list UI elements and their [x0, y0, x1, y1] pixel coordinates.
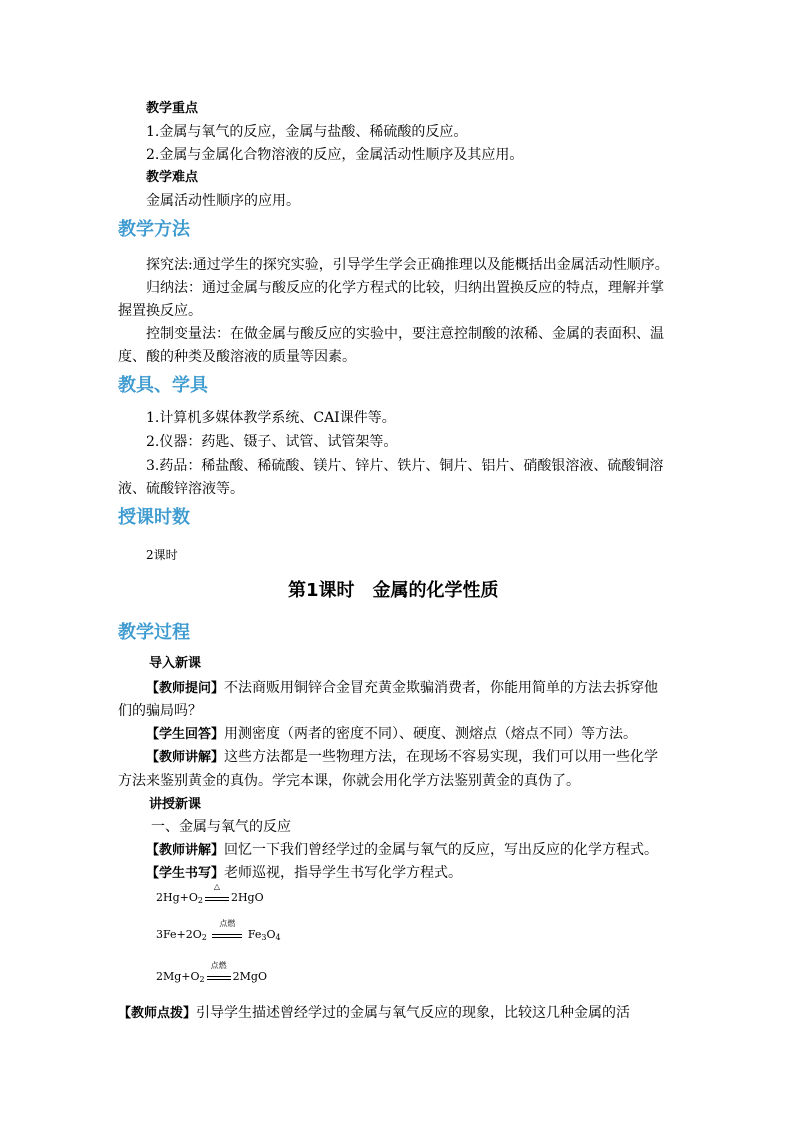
tools-item-3-line-2: 液、硫酸锌溶液等。	[118, 481, 244, 497]
teacher-explain-2-tag: 【教师讲解】	[146, 843, 225, 858]
teacher-point	[118, 1005, 630, 1022]
methods-heading: 教学方法	[118, 219, 190, 240]
lesson-title: 第1课时 金属的化学性质	[288, 580, 499, 601]
focus-item-2: 2.金属与金属化合物溶液的反应，金属活动性顺序及其应用。	[146, 147, 524, 163]
teacher-explain-2-text: 回忆一下我们曾经学过的金属与氧气的反应，写出反应的化学方程式。	[224, 842, 659, 858]
teacher-explain-text: 这些方法都是一些物理方法，在现场不容易实现，我们可以用一些化学	[224, 749, 659, 765]
teacher-explain-line-2: 方法来鉴别黄金的真伪。学完本课，你就会用化学方法鉴别黄金的真伪了。	[118, 773, 580, 789]
section-1-heading: 一、金属与氧气的反应	[151, 819, 291, 835]
teacher-explain-line-1	[146, 749, 658, 766]
tools-item-2: 2.仪器：药匙、镊子、试管、试管架等。	[146, 434, 398, 450]
student-write-tag: 【学生书写】	[146, 866, 225, 881]
methods-paragraph-2-line-1: 归纳法：通过金属与酸反应的化学方程式的比较，归纳出置换反应的特点，理解并掌	[146, 280, 664, 296]
student-answer-tag: 【学生回答】	[146, 727, 225, 742]
teacher-question-line-1	[146, 680, 658, 697]
ignite-condition: 点燃	[211, 928, 243, 942]
student-answer-text: 用测密度（两者的密度不同）、硬度、测熔点（熔点不同）等方法。	[224, 726, 638, 742]
student-answer	[146, 726, 637, 743]
tools-item-1: 1.计算机多媒体教学系统、CAI课件等。	[146, 410, 396, 426]
teacher-point-tag: 【教师点拨】	[118, 1006, 197, 1021]
teach-heading: 讲授新课	[149, 797, 202, 812]
methods-paragraph-3-line-1: 控制变量法：在做金属与酸反应的实验中，要注意控制酸的浓稀、金属的表面积、温	[146, 326, 664, 342]
student-write-text: 老师巡视，指导学生书写化学方程式。	[224, 865, 463, 881]
difficulty-text: 金属活动性顺序的应用。	[146, 193, 300, 209]
methods-paragraph-2-line-2: 握置换反应。	[118, 303, 202, 319]
teacher-question-text: 不法商贩用铜锌合金冒充黄金欺骗消费者，你能用简单的方法去拆穿他	[224, 680, 659, 696]
equation-hg: $2Hg+O_2$ △ 2HgO	[156, 882, 264, 905]
tools-heading: 教具、学具	[118, 375, 208, 396]
heat-condition: △	[204, 891, 230, 905]
student-write	[146, 865, 462, 882]
teacher-question-tag: 【教师提问】	[146, 681, 225, 696]
methods-paragraph-3-line-2: 度、酸的种类及酸溶液的质量等因素。	[118, 349, 356, 365]
hours-heading: 授课时数	[118, 507, 190, 528]
focus-item-1: 1.金属与氧气的反应，金属与盐酸、稀硫酸的反应。	[146, 124, 468, 140]
methods-paragraph-1: 探究法:通过学生的探究实验，引导学生学会正确推理以及能概括出金属活动性顺序。	[146, 257, 669, 273]
equation-mg: $2Mg+O_2$ 点燃 2MgO	[156, 961, 267, 984]
ignite-condition-2: 点燃	[206, 970, 232, 984]
teacher-explain-2	[146, 842, 658, 859]
teacher-point-text: 引导学生描述曾经学过的金属与氧气反应的现象，比较这几种金属的活	[196, 1005, 631, 1021]
teacher-explain-tag: 【教师讲解】	[146, 750, 225, 765]
intro-heading: 导入新课	[149, 656, 202, 671]
difficulty-heading: 教学难点	[146, 170, 199, 185]
focus-heading: 教学重点	[146, 101, 199, 116]
tools-item-3-line-1: 3.药品：稀盐酸、稀硫酸、镁片、锌片、铁片、铜片、铝片、硝酸银溶液、硫酸铜溶	[146, 458, 664, 474]
process-heading: 教学过程	[118, 622, 190, 643]
equation-fe: $3Fe+2O_2$ 点燃 $Fe_3O_4$	[156, 919, 281, 942]
hours-value: 2课时	[146, 548, 178, 562]
teacher-question-line-2: 们的骗局吗？	[118, 703, 202, 719]
